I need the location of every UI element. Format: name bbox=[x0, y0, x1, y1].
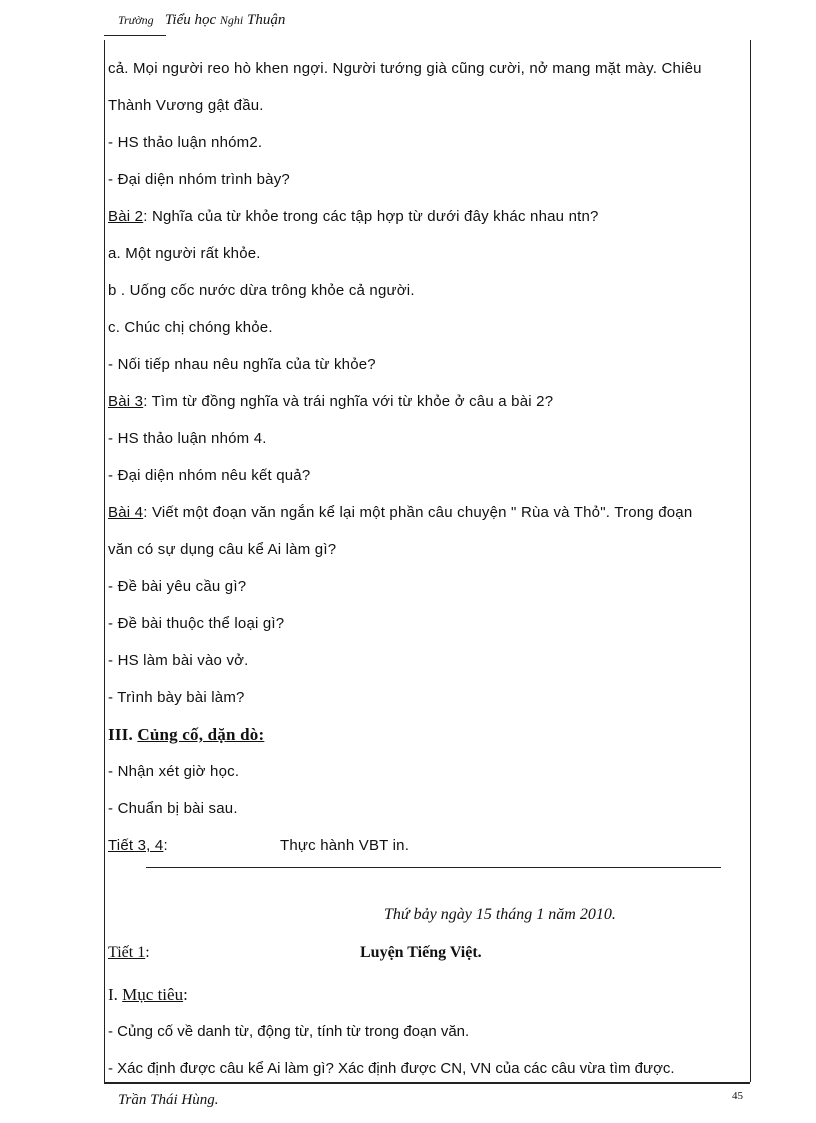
period-3-4-colon: : bbox=[163, 837, 168, 854]
text-line: - HS làm bài vào vở. bbox=[108, 652, 249, 669]
footer-author: Trần Thái Hùng. bbox=[118, 1092, 219, 1108]
exercise-2-label: Bài 2 bbox=[108, 208, 144, 225]
text-line: - Đại diện nhóm nêu kết quả? bbox=[108, 467, 311, 484]
exercise-3-label: Bài 3 bbox=[108, 393, 144, 410]
text-line: b . Uống cốc nước dừa trông khỏe cả người. bbox=[108, 282, 415, 299]
exercise-4-label: Bài 4 bbox=[108, 504, 144, 521]
exercise-4-heading bbox=[108, 499, 748, 536]
exercise-2-heading bbox=[108, 203, 748, 240]
text-line: văn có sự dụng câu kể Ai làm gì? bbox=[108, 541, 337, 558]
objectives-block bbox=[108, 981, 748, 1092]
text-line: a. Một người rất khỏe. bbox=[108, 245, 261, 262]
period-1-label: Tiết 1 bbox=[108, 944, 146, 961]
exercise-4-text: : Viết một đoạn văn ngắn kể lại một phần câu chuyện " Rùa và Thỏ". Trong đoạn bbox=[143, 504, 693, 521]
date-line: Thứ bảy ngày 15 tháng 1 năm 2010. bbox=[384, 906, 616, 923]
period-1-row bbox=[108, 944, 748, 962]
exercise-2-text: : Nghĩa của từ khỏe trong các tập hợp từ dưới đây khác nhau ntn? bbox=[143, 208, 599, 225]
text-line: - Đề bài thuộc thể loại gì? bbox=[108, 615, 285, 632]
frame-bottom-rule bbox=[104, 1082, 750, 1084]
period-1-colon: : bbox=[145, 944, 150, 961]
lesson-content bbox=[108, 55, 748, 869]
section-1-heading bbox=[108, 981, 748, 1018]
text-line: - Đại diện nhóm trình bày? bbox=[108, 171, 290, 188]
text-line: - Nhận xét giờ học. bbox=[108, 763, 240, 780]
period-3-4-row bbox=[108, 832, 748, 869]
exercise-3-text: : Tìm từ đồng nghĩa và trái nghĩa với từ khỏe ở câu a bài 2? bbox=[143, 393, 554, 410]
text-line: - Xác định được câu kể Ai làm gì? Xác định được CN, VN của các câu vừa tìm được. bbox=[108, 1060, 675, 1077]
page-header bbox=[118, 12, 285, 29]
header-school-place: Thuận bbox=[246, 12, 286, 28]
text-line: cả. Mọi người reo hò khen ngợi. Người tướng già cũng cười, nở mang mặt mày. Chiêu bbox=[108, 60, 702, 77]
text-line: - Chuẩn bị bài sau. bbox=[108, 800, 238, 817]
text-line: - HS thảo luận nhóm2. bbox=[108, 134, 263, 151]
period-1-title: Luyện Tiếng Việt. bbox=[360, 944, 482, 961]
page-number: 45 bbox=[732, 1090, 743, 1102]
period-3-4-label: Tiết 3, 4 bbox=[108, 837, 164, 854]
exercise-3-heading bbox=[108, 388, 748, 425]
period-3-4-text: Thực hành VBT in. bbox=[280, 837, 410, 854]
header-school-name: Tiểu học bbox=[164, 12, 217, 28]
section-1-title: Mục tiêu bbox=[122, 985, 184, 1004]
text-line: - Trình bày bài làm? bbox=[108, 689, 245, 706]
header-prefix: Trường bbox=[118, 13, 154, 27]
header-school-sub: Nghi bbox=[219, 13, 244, 27]
text-line: - HS thảo luận nhóm 4. bbox=[108, 430, 267, 447]
section-1-number: I. bbox=[108, 985, 123, 1004]
text-line: Thành Vương gật đầu. bbox=[108, 97, 264, 114]
section-1-colon: : bbox=[183, 985, 188, 1004]
text-line: - Củng cố về danh từ, động từ, tính từ trong đoạn văn. bbox=[108, 1023, 470, 1040]
section-divider bbox=[146, 867, 721, 868]
header-rule bbox=[104, 35, 166, 36]
text-line: c. Chúc chị chóng khỏe. bbox=[108, 319, 273, 336]
section-3-number: III. bbox=[108, 725, 138, 744]
text-line: - Nối tiếp nhau nêu nghĩa của từ khỏe? bbox=[108, 356, 376, 373]
section-3-title: Củng cố, dặn dò: bbox=[137, 725, 265, 744]
section-3-heading bbox=[108, 721, 748, 758]
text-line: - Đề bài yêu cầu gì? bbox=[108, 578, 247, 595]
